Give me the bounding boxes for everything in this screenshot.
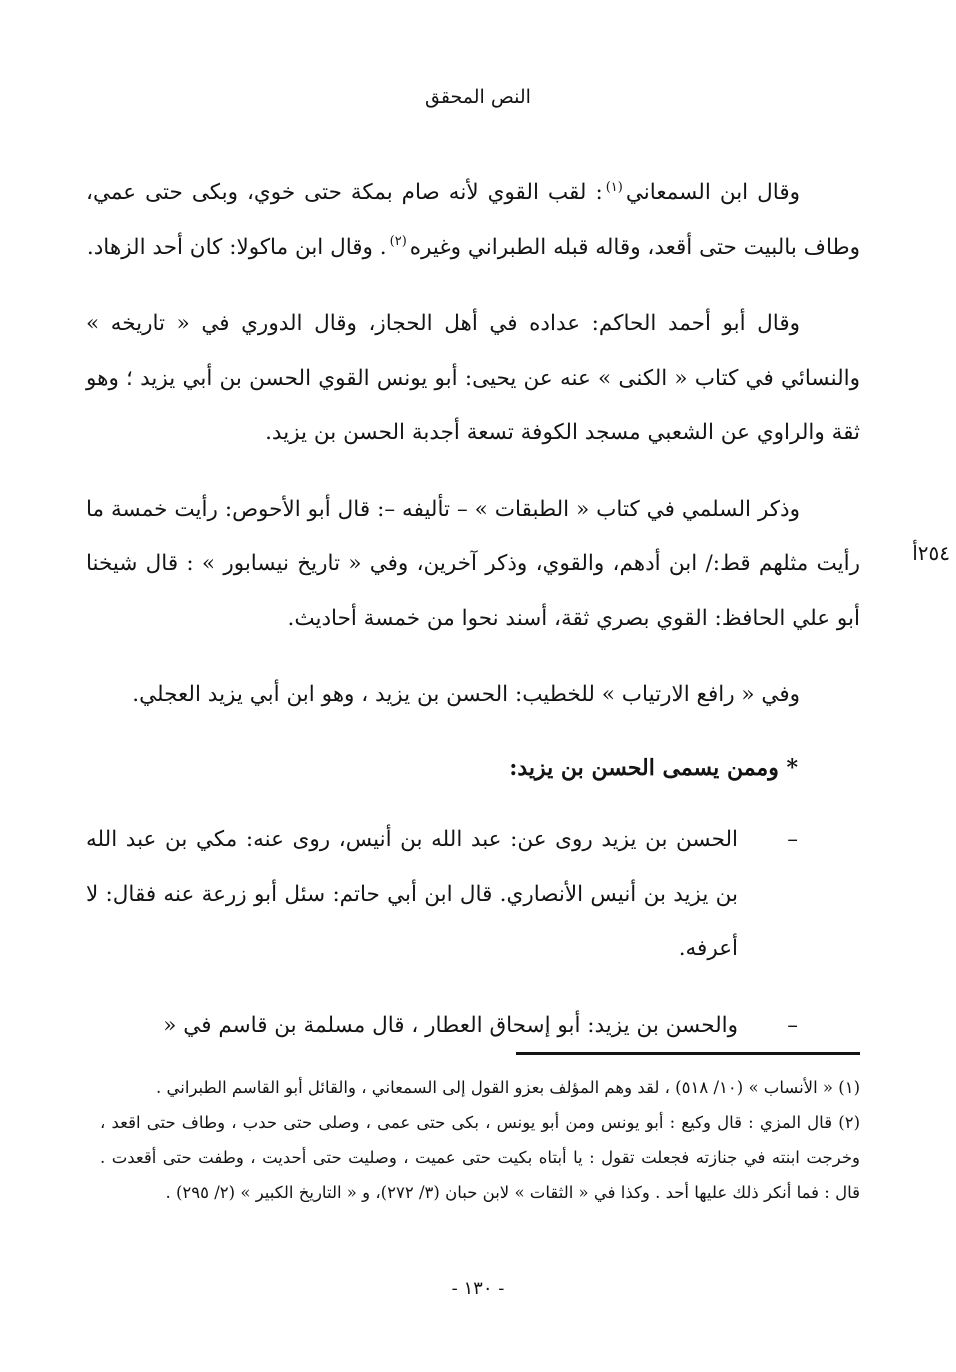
list-item <box>86 999 860 1054</box>
list-dash: – <box>787 1012 798 1038</box>
paragraph-2: وقال أبو أحمد الحاكم: عداده في أهل الحجاز، وقال الدوري في « تاريخه » والنسائي في كتاب « الكنى » عنه عن يحيى: أبو يونس القوي الحسن بن أبي يزيد ؛ وهو ثقة والراوي عن الشعبي مسجد الكوفة تسعة أجدبة الحسن بن يزيد. <box>86 311 860 445</box>
footnote-ref-2[interactable]: (٢) <box>389 234 407 250</box>
paragraph-1-part-a: وقال ابن السمعاني <box>625 180 800 205</box>
list-item-text: الحسن بن يزيد روى عن: عبد الله بن أنيس، روى عنه: مكي بن عبد الله بن يزيد بن أنيس الأنصاري. قال ابن أبي حاتم: سئل أبو زرعة عنه فقال: لا أعرفه. <box>86 827 738 961</box>
main-text <box>86 166 860 1075</box>
section-heading: * وممن يسمى الحسن بن يزيد: <box>509 754 798 781</box>
paragraph-4: وفي « رافع الارتياب » للخطيب: الحسن بن يزيد ، وهو ابن أبي يزيد العجلي. <box>132 682 800 707</box>
footnote-separator <box>516 1052 860 1055</box>
running-head: النص المحقق <box>425 86 531 108</box>
list-item-text: والحسن بن يزيد: أبو إسحاق العطار ، قال مسلمة بن قاسم في « <box>163 1012 738 1038</box>
list-item <box>86 813 860 977</box>
footnote-1: (١) « الأنساب » (١٠/ ٥١٨) ، لقد وهم المؤلف بعزو القول إلى السمعاني ، والقائل أبو القاسم الطبراني . <box>156 1078 860 1097</box>
manuscript-folio-note: ٢٥٤أ <box>912 541 950 565</box>
footnote-ref-1[interactable]: (١) <box>605 179 623 195</box>
paragraph-3: وذكر السلمي في كتاب « الطبقات » – تأليفه –: قال أبو الأحوص: رأيت خمسة ما رأيت مثلهم قط:/ ابن أدهم، والقوي، وذكر آخرين، وفي « تاريخ نيسابور » : قال شيخنا أبو علي الحافظ: القوي بصري ثقة، أسند نحوا من خمسة أحاديث. <box>86 496 860 631</box>
footnote-2: (٢) قال المزي : قال وكيع : أبو يونس ومن أبو يونس ، بكى حتى عمى ، وصلى حتى حدب ، وطاف حتى اقعد ، وخرجت ابنته في جنازته فجعلت تقول : يا أبتاه بكيت حتى عميت ، وصليت حتى أحديت ، وطفت حتى أقعدت . قال : فما أنكر ذلك عليها أحد . وكذا في « الثقات » لابن حبان (٣/ ٢٧٢)، و « التاريخ الكبير » (٢/ ٢٩٥) . <box>100 1113 860 1202</box>
list-dash: – <box>787 827 798 852</box>
paragraph-1 <box>86 166 860 275</box>
page-number: - ١٣٠ - <box>451 1278 505 1299</box>
footnotes <box>100 1070 860 1210</box>
paragraph-1-part-b: : لقب القوي لأنه صام بمكة حتى خوي، وبكى حتى عمي، وطاف بالبيت حتى أقعد، وقاله قبله الطبراني وغيره <box>86 180 860 260</box>
paragraph-1-part-c: . وقال ابن ماكولا: كان أحد الزهاد. <box>86 234 387 260</box>
